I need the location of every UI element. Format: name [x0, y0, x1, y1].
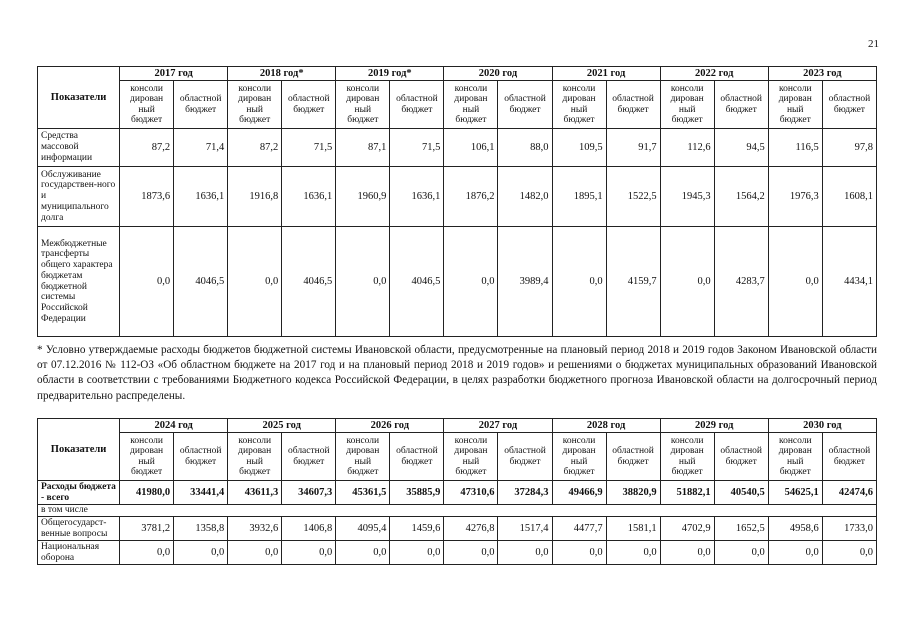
regional-budget-header: областной бюджет	[282, 81, 336, 129]
year-header: 2028 год	[552, 419, 660, 433]
year-header: 2027 год	[444, 419, 552, 433]
regional-budget-header: областной бюджет	[714, 81, 768, 129]
table-row	[38, 167, 877, 227]
year-header: 2018 год*	[228, 67, 336, 81]
value-cell: 1876,2	[444, 167, 498, 227]
value-cell: 4276,8	[444, 517, 498, 541]
consolidated-budget-header: консоли дирован ный бюджет	[336, 433, 390, 481]
value-cell: 0,0	[660, 541, 714, 565]
row-label: Средства массовой информации	[38, 129, 120, 167]
consolidated-budget-header: консоли дирован ный бюджет	[552, 81, 606, 129]
value-cell: 0,0	[228, 541, 282, 565]
value-cell: 4283,7	[714, 227, 768, 337]
table-row	[38, 505, 877, 517]
value-cell: 0,0	[120, 227, 174, 337]
value-cell: 0,0	[822, 541, 876, 565]
value-cell: 1945,3	[660, 167, 714, 227]
value-cell: 1517,4	[498, 517, 552, 541]
value-cell: 0,0	[336, 227, 390, 337]
row-label: Общегосударст-венные вопросы	[38, 517, 120, 541]
value-cell: 1960,9	[336, 167, 390, 227]
year-header: 2022 год	[660, 67, 768, 81]
value-cell: 1482,0	[498, 167, 552, 227]
consolidated-budget-header: консоли дирован ный бюджет	[660, 433, 714, 481]
value-cell: 49466,9	[552, 481, 606, 505]
value-cell: 40540,5	[714, 481, 768, 505]
footnote: * Условно утверждаемые расходы бюджетов бюджетной системы Ивановской области, предусмотренные на плановый период 2018 и 2019 годов Законом Ивановской области от 07.12.2016 № 112-ОЗ «Об областном бюджете на 2017 год и на плановый период 2018 и 2019 годов» и решениями о бюджетах муниципальных образований Ивановской области в соответствии с требованиями Бюджетного кодекса Российской Федерации, в целях разработки бюджетного прогноза Ивановской области на долгосрочный период предварительно распределены.	[37, 344, 877, 402]
row-label: Расходы бюджета - всего	[38, 481, 120, 505]
value-cell: 0,0	[174, 541, 228, 565]
value-cell: 43611,3	[228, 481, 282, 505]
value-cell: 91,7	[606, 129, 660, 167]
value-cell: 1406,8	[282, 517, 336, 541]
value-cell: 109,5	[552, 129, 606, 167]
row-label: Обслуживание государствен-ного и муниципального долга	[38, 167, 120, 227]
value-cell: 41980,0	[120, 481, 174, 505]
regional-budget-header: областной бюджет	[714, 433, 768, 481]
value-cell: 116,5	[768, 129, 822, 167]
regional-budget-header: областной бюджет	[390, 81, 444, 129]
value-cell: 0,0	[120, 541, 174, 565]
header-label: Показатели	[38, 67, 120, 129]
regional-budget-header: областной бюджет	[174, 81, 228, 129]
value-cell: 4046,5	[174, 227, 228, 337]
value-cell: 0,0	[660, 227, 714, 337]
consolidated-budget-header: консоли дирован ный бюджет	[336, 81, 390, 129]
value-cell: 4434,1	[822, 227, 876, 337]
table-row	[38, 227, 877, 337]
value-cell: 1733,0	[822, 517, 876, 541]
value-cell: 47310,6	[444, 481, 498, 505]
value-cell: 37284,3	[498, 481, 552, 505]
value-cell: 1636,1	[390, 167, 444, 227]
value-cell: 0,0	[444, 227, 498, 337]
value-cell: 3932,6	[228, 517, 282, 541]
value-cell: 94,5	[714, 129, 768, 167]
consolidated-budget-header: консоли дирован ный бюджет	[552, 433, 606, 481]
value-cell: 0,0	[336, 541, 390, 565]
value-cell: 1581,1	[606, 517, 660, 541]
value-cell: 3781,2	[120, 517, 174, 541]
value-cell: 4046,5	[390, 227, 444, 337]
year-header: 2026 год	[336, 419, 444, 433]
value-cell: 87,2	[120, 129, 174, 167]
table-row	[38, 129, 877, 167]
value-cell: 51882,1	[660, 481, 714, 505]
value-cell: 4046,5	[282, 227, 336, 337]
row-label: Межбюджетные трансферты общего характера бюджетам бюджетной системы Российской Федерации	[38, 227, 120, 337]
year-header: 2021 год	[552, 67, 660, 81]
value-cell: 1459,6	[390, 517, 444, 541]
page-number: 21	[868, 38, 879, 50]
year-header: 2023 год	[768, 67, 876, 81]
value-cell: 112,6	[660, 129, 714, 167]
regional-budget-header: областной бюджет	[498, 433, 552, 481]
table-row	[38, 517, 877, 541]
consolidated-budget-header: консоли дирован ный бюджет	[120, 433, 174, 481]
consolidated-budget-header: консоли дирован ный бюджет	[444, 81, 498, 129]
value-cell: 1636,1	[282, 167, 336, 227]
value-cell: 34607,3	[282, 481, 336, 505]
value-cell: 1873,6	[120, 167, 174, 227]
year-header: 2030 год	[768, 419, 876, 433]
table-row	[38, 541, 877, 565]
value-cell: 1976,3	[768, 167, 822, 227]
value-cell: 97,8	[822, 129, 876, 167]
value-cell: 35885,9	[390, 481, 444, 505]
value-cell: 0,0	[444, 541, 498, 565]
table-row	[38, 481, 877, 505]
budget-table-2024-2030	[37, 418, 877, 565]
value-cell: 4958,6	[768, 517, 822, 541]
consolidated-budget-header: консоли дирован ный бюджет	[660, 81, 714, 129]
regional-budget-header: областной бюджет	[606, 433, 660, 481]
value-cell: 71,4	[174, 129, 228, 167]
consolidated-budget-header: консоли дирован ный бюджет	[768, 81, 822, 129]
value-cell: 87,2	[228, 129, 282, 167]
budget-table-2017-2023	[37, 66, 877, 337]
year-header: 2029 год	[660, 419, 768, 433]
value-cell: 4477,7	[552, 517, 606, 541]
value-cell: 38820,9	[606, 481, 660, 505]
regional-budget-header: областной бюджет	[498, 81, 552, 129]
row-label: в том числе	[38, 505, 877, 517]
value-cell: 54625,1	[768, 481, 822, 505]
value-cell: 71,5	[282, 129, 336, 167]
value-cell: 3989,4	[498, 227, 552, 337]
value-cell: 0,0	[552, 541, 606, 565]
value-cell: 1608,1	[822, 167, 876, 227]
consolidated-budget-header: консоли дирован ный бюджет	[768, 433, 822, 481]
value-cell: 0,0	[768, 227, 822, 337]
year-header: 2020 год	[444, 67, 552, 81]
value-cell: 0,0	[768, 541, 822, 565]
value-cell: 0,0	[282, 541, 336, 565]
value-cell: 1358,8	[174, 517, 228, 541]
consolidated-budget-header: консоли дирован ный бюджет	[444, 433, 498, 481]
value-cell: 71,5	[390, 129, 444, 167]
value-cell: 106,1	[444, 129, 498, 167]
regional-budget-header: областной бюджет	[390, 433, 444, 481]
value-cell: 0,0	[390, 541, 444, 565]
value-cell: 1564,2	[714, 167, 768, 227]
value-cell: 0,0	[552, 227, 606, 337]
consolidated-budget-header: консоли дирован ный бюджет	[228, 81, 282, 129]
regional-budget-header: областной бюджет	[174, 433, 228, 481]
regional-budget-header: областной бюджет	[822, 81, 876, 129]
value-cell: 42474,6	[822, 481, 876, 505]
value-cell: 4159,7	[606, 227, 660, 337]
consolidated-budget-header: консоли дирован ный бюджет	[228, 433, 282, 481]
value-cell: 1652,5	[714, 517, 768, 541]
value-cell: 0,0	[228, 227, 282, 337]
value-cell: 1522,5	[606, 167, 660, 227]
regional-budget-header: областной бюджет	[822, 433, 876, 481]
value-cell: 0,0	[606, 541, 660, 565]
row-label: Национальная оборона	[38, 541, 120, 565]
value-cell: 0,0	[498, 541, 552, 565]
value-cell: 4702,9	[660, 517, 714, 541]
year-header: 2019 год*	[336, 67, 444, 81]
value-cell: 4095,4	[336, 517, 390, 541]
value-cell: 0,0	[714, 541, 768, 565]
value-cell: 88,0	[498, 129, 552, 167]
year-header: 2024 год	[120, 419, 228, 433]
consolidated-budget-header: консоли дирован ный бюджет	[120, 81, 174, 129]
value-cell: 33441,4	[174, 481, 228, 505]
value-cell: 1895,1	[552, 167, 606, 227]
regional-budget-header: областной бюджет	[606, 81, 660, 129]
year-header: 2017 год	[120, 67, 228, 81]
value-cell: 87,1	[336, 129, 390, 167]
value-cell: 1636,1	[174, 167, 228, 227]
year-header: 2025 год	[228, 419, 336, 433]
value-cell: 45361,5	[336, 481, 390, 505]
regional-budget-header: областной бюджет	[282, 433, 336, 481]
value-cell: 1916,8	[228, 167, 282, 227]
header-label: Показатели	[38, 419, 120, 481]
